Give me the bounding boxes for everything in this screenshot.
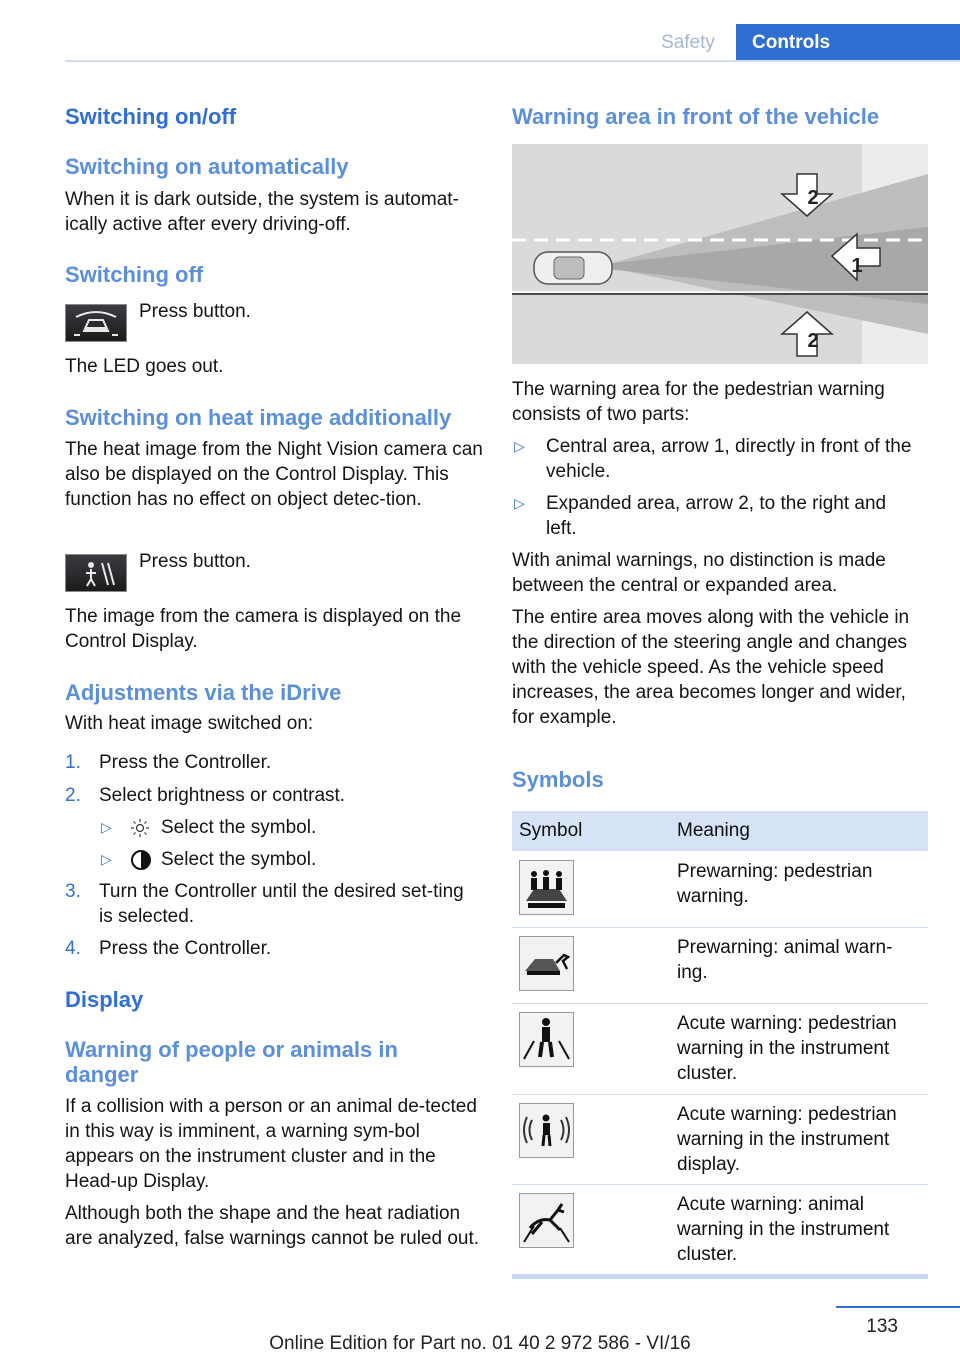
heading-switching: Switching on/off (65, 104, 237, 129)
bullet-marker: ▷ (101, 851, 112, 867)
contrast-icon (130, 849, 152, 876)
col-header-meaning: Meaning (677, 820, 750, 841)
bullet-marker: ▷ (101, 819, 112, 835)
table-row-meaning: Acute warning: pedestrian warning in the instrument cluster. (677, 1013, 897, 1084)
para-area: The warning area for the pedestrian warning consists of two parts: (512, 379, 885, 425)
bullet-marker: ▷ (514, 495, 525, 511)
step-number: 3. (65, 881, 81, 902)
press-button-text-1: Press button. (139, 301, 251, 322)
bullet-marker: ▷ (514, 438, 525, 454)
tab-controls[interactable]: Controls (736, 24, 960, 62)
footer-divider (836, 1306, 960, 1308)
para-image: The image from the camera is displayed on the Control Display. (65, 606, 462, 652)
warning-area-figure (512, 144, 928, 364)
table-row-meaning: Acute warning: pedestrian warning in the instrument display. (677, 1104, 897, 1175)
step-number: 2. (65, 785, 81, 806)
header-divider (65, 60, 960, 62)
table-row-divider (512, 1003, 928, 1004)
tab-safety[interactable]: Safety (661, 32, 715, 53)
para-collision: If a collision with a person or an animal de-tected in this way is imminent, a warning sym-bol appears on the instrument cluster and in the Head-up Display. (65, 1096, 477, 1192)
press-button-text-2: Press button. (139, 551, 251, 572)
pedestrian-prewarning-icon (519, 860, 574, 915)
sub-bullet-text: Select the symbol. (161, 817, 317, 838)
para-animal: With animal warnings, no distinction is made between the central or expanded area. (512, 550, 886, 596)
heading-switching-auto: Switching on automatically (65, 154, 349, 179)
para-with-heat: With heat image switched on: (65, 713, 314, 734)
step-text: Press the Controller. (99, 752, 272, 773)
bullet-text: Central area, arrow 1, directly in front of the vehicle. (546, 436, 912, 482)
table-header (512, 811, 928, 851)
table-row-meaning: Prewarning: animal warn-ing. (677, 937, 893, 983)
bullet-text: Expanded area, arrow 2, to the right and left. (546, 493, 887, 539)
heading-switching-off: Switching off (65, 262, 204, 287)
heading-warning-people: Warning of people or animals in danger (65, 1037, 398, 1087)
heading-warning-area: Warning area in front of the vehicle (512, 104, 880, 129)
table-row-divider (512, 1184, 928, 1185)
table-footer-bar (512, 1274, 928, 1279)
heading-heat-image: Switching on heat image additionally (65, 405, 452, 430)
sub-bullet-text: Select the symbol. (161, 849, 317, 870)
para-led: The LED goes out. (65, 356, 224, 377)
figure-label-top: 2 (807, 187, 819, 209)
figure-label-middle: 1 (851, 255, 863, 277)
para-auto: When it is dark outside, the system is automat-ically active after every driving-off. (65, 189, 459, 235)
step-text: Select brightness or contrast. (99, 785, 346, 806)
animal-acute-cluster-icon (519, 1193, 574, 1248)
figure-label-bottom: 2 (807, 330, 819, 352)
table-row-divider (512, 1094, 928, 1095)
pedestrian-acute-cluster-icon (519, 1012, 574, 1067)
footer-edition: Online Edition for Part no. 01 40 2 972 586 - VI/16 (269, 1333, 691, 1354)
page-number: 133 (866, 1316, 898, 1337)
brightness-icon (130, 818, 150, 843)
step-text: Press the Controller. (99, 938, 272, 959)
step-text: Turn the Controller until the desired set-ting is selected. (99, 881, 464, 927)
heading-adjustments: Adjustments via the iDrive (65, 680, 342, 705)
table-row-meaning: Prewarning: pedestrian warning. (677, 861, 873, 907)
para-entire: The entire area moves along with the vehicle in the direction of the steering angle and changes with the vehicle speed. As the vehicle speed increases, the area becomes longer and wider, for example. (512, 607, 910, 728)
col-header-symbol: Symbol (519, 820, 583, 841)
step-number: 1. (65, 752, 81, 773)
table-row-meaning: Acute warning: animal warning in the instrument cluster. (677, 1194, 890, 1265)
para-although: Although both the shape and the heat radiation are analyzed, false warnings cannot be ruled out. (65, 1203, 480, 1249)
page-header (0, 0, 960, 62)
night-vision-button-icon (65, 304, 127, 342)
para-heat: The heat image from the Night Vision camera can also be displayed on the Control Display. This function has no effect on object detec-tion. (65, 439, 483, 510)
heat-image-button-icon (65, 554, 127, 592)
table-row-divider (512, 927, 928, 928)
step-number: 4. (65, 938, 81, 959)
heading-display: Display (65, 987, 144, 1012)
heading-symbols: Symbols (512, 767, 604, 792)
animal-prewarning-icon (519, 936, 574, 991)
pedestrian-acute-display-icon (519, 1103, 574, 1158)
